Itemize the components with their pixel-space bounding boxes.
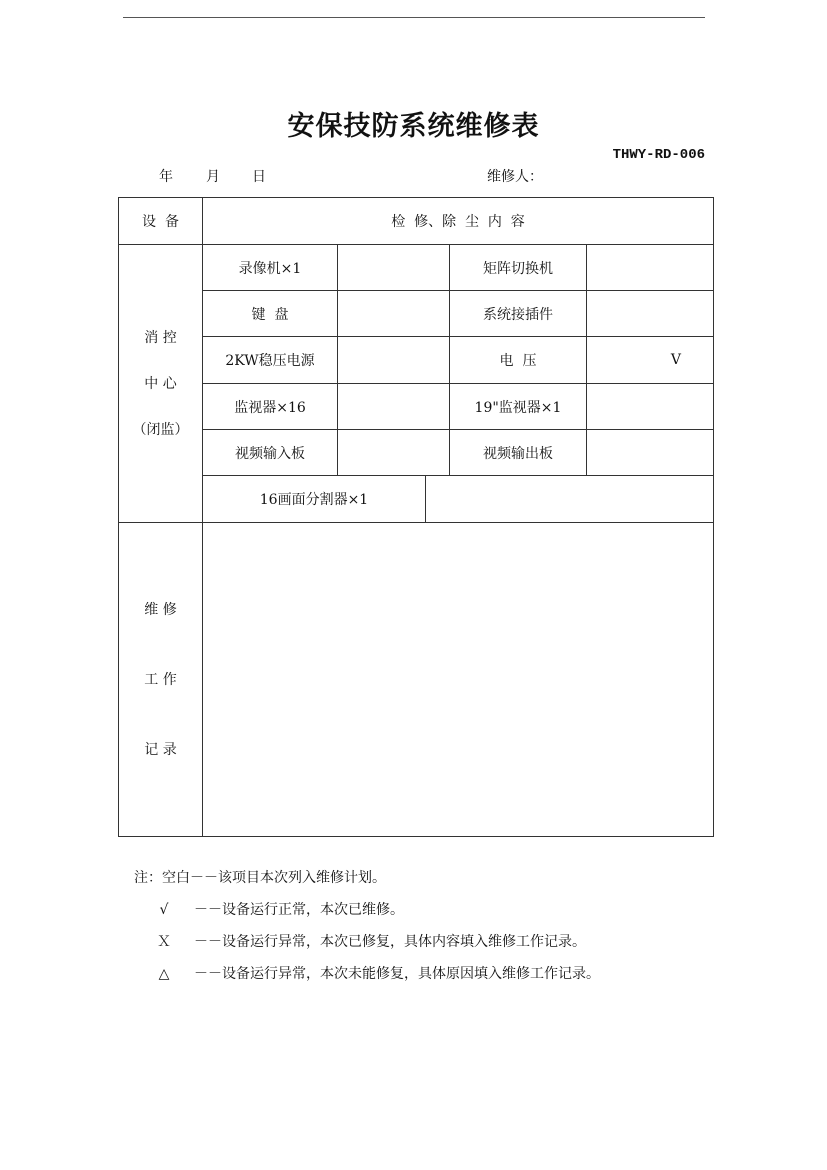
item-monitors-value[interactable]: [338, 384, 450, 430]
triangle-icon: △: [158, 966, 170, 982]
table-row: [119, 337, 714, 384]
section-label-line-2: 中 心: [144, 375, 177, 392]
item-connectors: 系统接插件: [450, 291, 587, 337]
item-matrix-switcher: 矩阵切换机: [450, 245, 587, 291]
table-row: [119, 384, 714, 430]
item-video-input-board: 视频输入板: [203, 430, 338, 476]
table-row: [119, 430, 714, 476]
note-cross: [134, 926, 600, 958]
item-keyboard-value[interactable]: [338, 291, 450, 337]
header-device-text: 设 备: [142, 214, 179, 230]
item-19-monitor-value[interactable]: [587, 384, 714, 430]
date-month-label: 月: [206, 169, 220, 185]
item-19-monitor: 19"监视器×1: [450, 384, 587, 430]
cross-mark-icon: Ｘ: [157, 934, 171, 950]
item-recorder-value[interactable]: [338, 245, 450, 291]
item-power-supply-value[interactable]: [338, 337, 450, 384]
record-label: [119, 523, 203, 837]
item-keyboard: [203, 291, 338, 337]
record-content[interactable]: [203, 523, 714, 837]
note-triangle: [134, 958, 600, 990]
note-check: [134, 894, 600, 926]
record-label-line-1: 维 修: [144, 601, 177, 618]
date-year-label: 年: [159, 169, 173, 185]
header-content-text: 检 修、除 尘 内 容: [391, 214, 525, 230]
section-control-center: [119, 245, 203, 523]
section-label-line-1: 消 控: [144, 329, 177, 346]
check-mark-icon: √: [159, 902, 169, 918]
record-row: [119, 523, 714, 837]
notes-section: [134, 862, 600, 990]
item-voltage-text: 电 压: [499, 353, 537, 369]
item-keyboard-text: 键 盘: [251, 306, 289, 323]
item-power-supply: 2KW稳压电源: [203, 337, 338, 384]
maintenance-table: [118, 197, 714, 837]
table-header-row: [119, 198, 714, 245]
table-row: [119, 245, 714, 291]
note-intro-text: 注：空白－－该项目本次列入维修计划。: [134, 870, 386, 886]
table-row: [119, 291, 714, 337]
item-connectors-value[interactable]: [587, 291, 714, 337]
note-intro: [134, 862, 600, 894]
document-code: THWY-RD-006: [612, 147, 705, 163]
header-device: [119, 198, 203, 245]
item-monitors: 监视器×16: [203, 384, 338, 430]
item-recorder: 录像机×1: [203, 245, 338, 291]
section-label-line-3: （闭监）: [132, 421, 189, 438]
item-voltage: [450, 337, 587, 384]
item-video-input-board-value[interactable]: [338, 430, 450, 476]
item-matrix-switcher-value[interactable]: [587, 245, 714, 291]
top-rule: [123, 17, 705, 18]
date-day-label: 日: [252, 169, 266, 185]
note-triangle-text: －－设备运行异常，本次未能修复，具体原因填入维修工作记录。: [194, 966, 600, 982]
header-content: [203, 198, 714, 245]
item-video-output-board-value[interactable]: [587, 430, 714, 476]
item-16-split-value[interactable]: [426, 476, 714, 523]
note-cross-text: －－设备运行异常，本次已修复，具体内容填入维修工作记录。: [194, 934, 586, 950]
record-label-line-3: 记 录: [144, 741, 177, 758]
record-label-line-2: 工 作: [144, 671, 177, 688]
item-video-output-board: 视频输出板: [450, 430, 587, 476]
table-row: [119, 476, 714, 523]
form-title: 安保技防系统维修表: [287, 111, 540, 142]
repairer-label: 维修人：: [487, 169, 543, 185]
note-check-text: －－设备运行正常，本次已维修。: [194, 902, 404, 918]
item-16-split: 16画面分割器×1: [203, 476, 426, 523]
item-voltage-value[interactable]: [587, 337, 714, 384]
voltage-unit: V: [670, 352, 681, 368]
